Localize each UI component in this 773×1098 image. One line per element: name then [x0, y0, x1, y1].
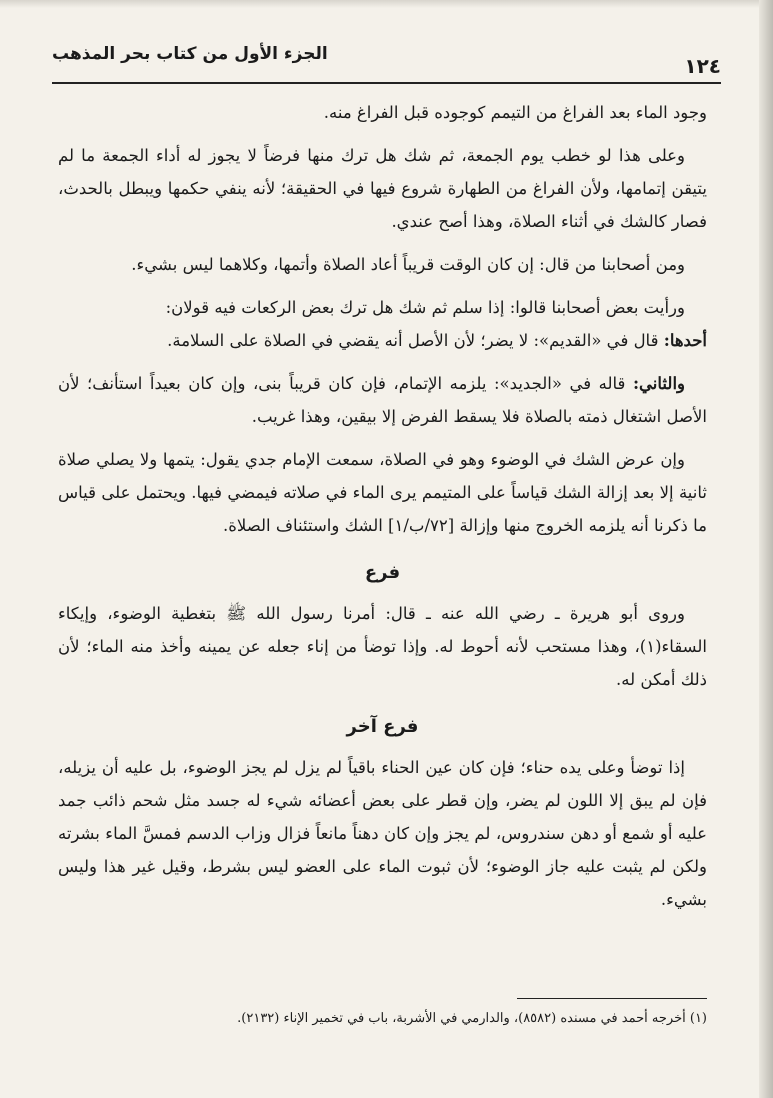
- section-text-far: وروى أبو هريرة ـ رضي الله عنه ـ قال: أمرنا رسول الله ﷺ بتغطية الوضوء، وإيكاء السقاء(١)، وهذا مستحب لأنه أحوط له. وإذا توضأ من إناء جعله عن يمينه وأخذ منه الماء؛ لأن ذلك أمكن له.: [58, 604, 707, 689]
- section-heading-far-akhar: فرع آخر: [346, 716, 419, 737]
- paragraph: ومن أصحابنا من قال: إن كان الوقت قريباً أعاد الصلاة وأتمها، وكلاهما ليس بشيء.: [131, 255, 685, 274]
- paragraph: وإن عرض الشك في الوضوء وهو في الصلاة، سمعت الإمام جدي يقول: يتمها ولا يصلي صلاة ثانية إلا بعد إزالة الشك قياساً على المتيمم يرى الماء في صلاته فيمضي فيها. ويحتمل على قياس ما ذكرنا أنه يلزمه الخروج منها وإزالة [٧٢/ب/١] الشك واستئناف الصلاة.: [58, 450, 707, 535]
- qawl-second: [58, 367, 707, 433]
- footnote: (١) أخرجه أحمد في مسنده (٨٥٨٢)، والدارمي في الأشربة، باب في تخمير الإناء (٢١٣٢).: [237, 1011, 707, 1026]
- qawl-first-label: أحدها:: [663, 331, 707, 350]
- running-header: [52, 34, 721, 84]
- qawl-second-text: قاله في «الجديد»: يلزمه الإتمام، فإن كان قريباً بنى، وإن كان بعيداً استأنف؛ لأن الأصل اشتغال ذمته بالصلاة فلا يسقط الفرض إلا بيقين، وهذا غريب.: [58, 374, 707, 426]
- qawl-first: [58, 324, 707, 357]
- scan-top-shadow: [0, 0, 773, 8]
- qawl-first-text: قال في «القديم»: لا يضر؛ لأن الأصل أنه يقضي في الصلاة على السلامة.: [167, 331, 664, 350]
- scan-edge-shadow: [759, 0, 773, 1098]
- paragraph: ورأيت بعض أصحابنا قالوا: إذا سلم ثم شك هل ترك بعض الركعات فيه قولان:: [165, 298, 685, 317]
- section-heading-far: فرع: [364, 562, 401, 583]
- qawl-second-label: والثاني:: [632, 374, 685, 393]
- page-number: ١٢٤: [684, 54, 721, 78]
- paragraph: وعلى هذا لو خطب يوم الجمعة، ثم شك هل ترك منها فرضاً لا يجوز له أداء الجمعة ما لم يتيقن إتمامها، ولأن الفراغ من الطهارة شروع فيها في الحقيقة؛ لأنه ينفي حكمها ويبطل بالحدث، فصار كالشك في أثناء الصلاة، وهذا أصح عندي.: [58, 146, 707, 231]
- header-title: الجزء الأول من كتاب بحر المذهب: [52, 44, 328, 64]
- main-text: [58, 96, 707, 926]
- footnote-divider: [517, 998, 707, 999]
- paragraph: وجود الماء بعد الفراغ من التيمم كوجوده قبل الفراغ منه.: [323, 103, 707, 122]
- section-text-far-akhar: إذا توضأ وعلى يده حناء؛ فإن كان عين الحناء باقياً لم يزل لم يجز الوضوء، بل عليه أن يزيله، فإن لم يبق إلا اللون لم يضر، وإن قطر على بعض أعضائه شيء له جسد مثل شحم ذائب جمد عليه أو شمع أو دهن سندروس، لم يجز وإن كان دهناً مانعاً فزال وزاب الدسم فمسَّ الماء بشرته ولكن لم يثبت عليه جاز الوضوء؛ لأن ثبوت الماء على العضو ليس بشرط، وقيل غير هذا وليس بشيء.: [58, 758, 707, 909]
